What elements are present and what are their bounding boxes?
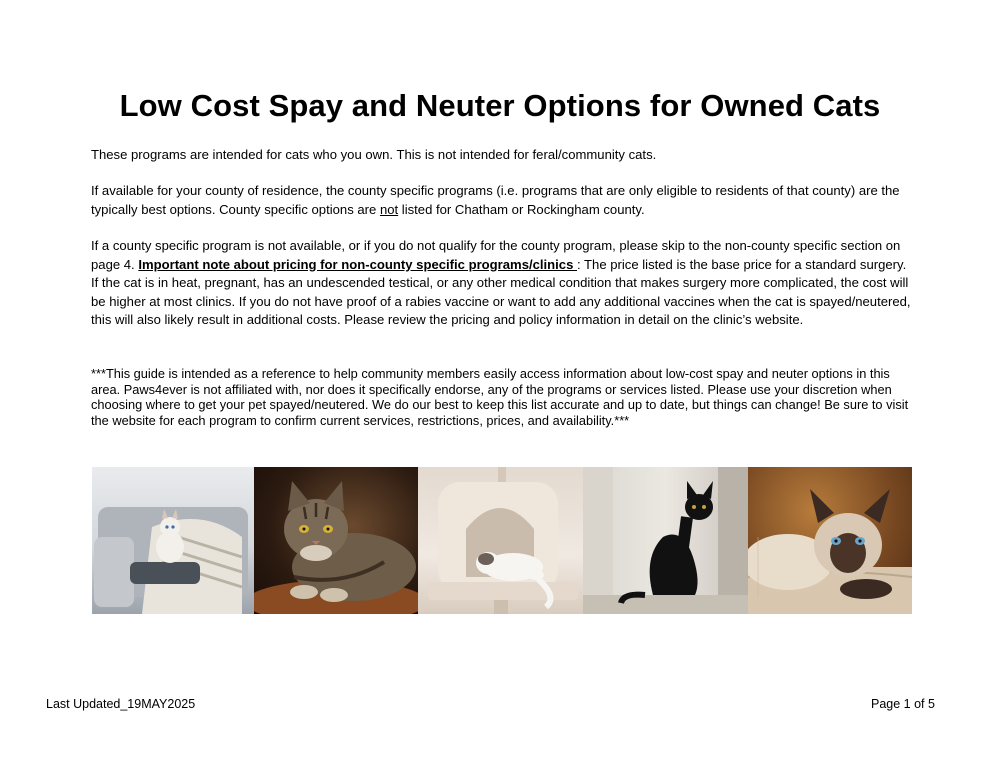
county-programs-paragraph (91, 182, 911, 219)
siamese-cat-photo (748, 467, 912, 614)
black-cat-sitting-photo (583, 467, 748, 614)
white-cat-on-couch-photo (92, 467, 254, 614)
county-text-a: If available for your county of residence, the county specific programs (i.e. programs that are only eligible to residents of that county) are the typically best options. County specific options are (91, 183, 900, 217)
page-number: Page 1 of 5 (871, 697, 935, 711)
cat-photo-strip (92, 467, 912, 614)
white-cat-in-cat-tree-photo (418, 467, 583, 614)
pricing-text-a: If a county specific program is not available, or if you do not qualify for the county program, please skip to the non-county specific section on page 4. (91, 238, 901, 272)
last-updated-label: Last Updated_19MAY2025 (46, 697, 196, 711)
pricing-note-paragraph (91, 237, 911, 330)
pricing-text-b: : The price listed is the base price for a standard surgery. If the cat is in heat, pregnant, has an undescended testical, or any other medical condition that makes surgery more complicated, the cost will be higher at most clinics. If you do not have proof of a rabies vaccine or want to add any additional vaccines when the cat is spayed/neutered, this will also likely result in additional costs. Please review the pricing and policy information in detail on the clinic’s website. (91, 256, 911, 328)
disclaimer-paragraph: ***This guide is intended as a reference to help community members easily access information about low-cost spay and neuter options in this area. Paws4ever is not affiliated with, nor does it specifically endorse, any of the programs or services listed. Please use your discretion when choosing where to get your pet spayed/neutered. We do our best to keep this list accurate and up to date, but things can change! Be sure to visit the website for each program to confirm current services, restrictions, prices, and availability.*** (91, 366, 909, 428)
intro-paragraph: These programs are intended for cats who you own. This is not intended for feral/community cats. (91, 147, 657, 162)
page-title: Low Cost Spay and Neuter Options for Owned Cats (119, 88, 881, 123)
county-text-b: listed for Chatham or Rockingham county. (398, 201, 645, 217)
pricing-important-note: Important note about pricing for non-county specific programs/clinics (138, 256, 578, 272)
not-emphasis: not (379, 201, 399, 217)
tabby-cat-photo (254, 467, 418, 614)
